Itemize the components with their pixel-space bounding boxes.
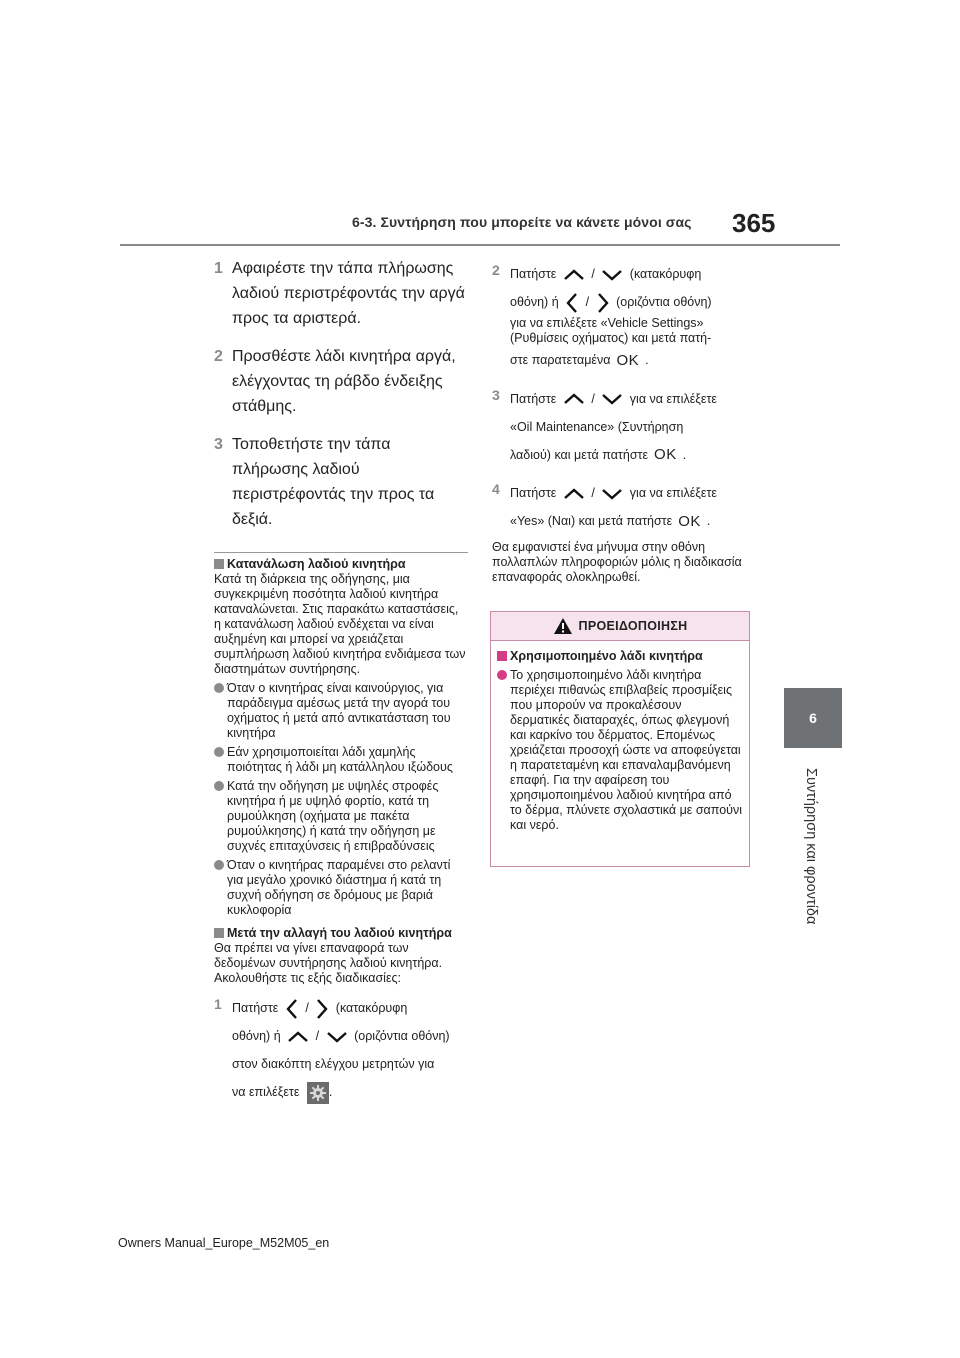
bullet-text: Όταν ο κινητήρας είναι καινούργιος, για παράδειγμα αμέσως μετά την αγορά του οχήματος ή μετά από αντικατάσταση του κινητήρα	[227, 681, 451, 740]
slash-text: /	[591, 267, 595, 281]
step-text: «Yes» (Ναι) και μετά πατήστε	[510, 514, 673, 529]
step-text: Αφαιρέστε την τάπα πλήρωσης λαδιού περιστρέφοντάς την αργά προς τα αριστερά.	[232, 260, 465, 327]
ok-button-icon: OK	[654, 446, 677, 464]
step-number: 2	[492, 262, 500, 278]
step-number: 1	[214, 260, 223, 277]
heading-text: Μετά την αλλαγή του λαδιού κινητήρα	[227, 926, 452, 940]
slash-text: /	[315, 1029, 320, 1043]
step-item	[214, 432, 468, 532]
step-text: (κατακόρυφη	[335, 1001, 408, 1015]
warning-header	[491, 612, 749, 641]
step-text: Πατήστε	[510, 267, 557, 281]
round-bullet-icon	[214, 683, 224, 693]
slash-text: /	[591, 486, 595, 501]
step-line	[232, 994, 468, 1022]
step-text: στε παρατεταμένα	[510, 353, 611, 367]
consumption-intro: Κατά τη διάρκεια της οδήγησης, μια συγκεκριμένη ποσότητα λαδιού κινητήρα καταναλώνεται. Στις παρακάτω καταστάσεις, η κατανάλωση λαδιού ενδέχεται να είναι αυξημένη και μπορεί να χρειάζεται συμπλήρωση λαδιού κινητήρα ενδιάμεσα των διαστημάτων συντήρησης.	[214, 572, 466, 676]
consumption-heading	[214, 557, 468, 572]
step-item	[214, 256, 468, 331]
step-text: Προσθέστε λάδι κινητήρα αργά, ελέγχοντας τη ράβδο ένδειξης στάθμης.	[232, 348, 456, 415]
step-number: 4	[492, 481, 500, 498]
step-text: «Oil Maintenance» (Συντήρηση	[510, 419, 684, 434]
chapter-number: 6	[809, 710, 817, 726]
step-text: Τοποθετήστε την τάπα πλήρωσης λαδιού περιστρέφοντάς την προς τα δεξιά.	[232, 436, 435, 528]
warning-body	[491, 641, 749, 833]
step-line	[510, 260, 754, 288]
slash-text: /	[305, 1001, 309, 1015]
chevron-up-icon	[563, 268, 585, 282]
after-change-heading	[214, 926, 468, 941]
chevron-down-icon	[326, 1030, 348, 1044]
step-line	[510, 441, 754, 470]
bullet-text: Όταν ο κινητήρας παραμένει στο ρελαντί για μεγάλο χρονικό διάστημα ή κατά τη συχνή οδήγηση σε δρόμους με βαριά κυκλοφορία	[227, 858, 451, 917]
ok-button-icon: OK	[616, 351, 640, 369]
round-bullet-icon	[214, 747, 224, 757]
step-line	[510, 346, 754, 375]
step-text: Πατήστε	[510, 391, 557, 406]
list-item	[214, 779, 468, 854]
step-line	[232, 1022, 468, 1050]
heading-text: Κατανάλωση λαδιού κινητήρα	[227, 557, 406, 571]
right-column	[492, 260, 754, 585]
step-text: λαδιού) και μετά πατήστε	[510, 447, 649, 462]
page-number: 365	[732, 208, 776, 238]
warning-title: ΠΡΟΕΙΔΟΠΟΙΗΣΗ	[578, 619, 688, 633]
step-item	[214, 344, 468, 419]
step-text: (κατακόρυφη	[629, 267, 702, 281]
step-line	[510, 288, 754, 316]
step-text: να επιλέξετε	[232, 1085, 300, 1099]
step-number: 1	[214, 996, 222, 1012]
bullet-text: Εάν χρησιμοποιείται λάδι χαμηλής ποιότητας ή λάδι μη κατάλληλου ιξώδους	[227, 745, 453, 774]
step-line	[232, 1050, 468, 1078]
footer-doc-id: Owners Manual_Europe_M52M05_en	[118, 1236, 330, 1250]
step-text: Πατήστε	[232, 1001, 279, 1015]
warning-triangle-icon	[553, 617, 573, 635]
reset-step-3	[492, 385, 754, 470]
period-text: .	[682, 447, 687, 462]
step-number: 2	[214, 348, 223, 365]
after-change-intro: Θα πρέπει να γίνει επαναφορά των δεδομένων συντήρησης λαδιού κινητήρα. Ακολουθήστε τις εξής διαδικασίες:	[214, 941, 443, 985]
chapter-tab	[784, 688, 842, 748]
chapter-label: Συντήρηση και φροντίδα	[803, 768, 819, 925]
round-bullet-icon	[214, 860, 224, 870]
slash-text: /	[591, 391, 595, 406]
chevron-right-icon	[315, 998, 329, 1020]
warning-heading	[497, 649, 743, 664]
step-line	[510, 507, 754, 536]
chevron-down-icon	[601, 487, 623, 501]
chevron-left-icon	[565, 292, 579, 314]
settings-gear-icon	[307, 1082, 329, 1104]
bullet-text: Κατά την οδήγηση με υψηλές στροφές κινητήρα ή με υψηλό φορτίο, κατά τη ρυμούλκηση (οχήματα με πακέτα ρυμούλκησης) ή κατά την οδήγηση με συχνές επιταχύνσεις ή επιβραδύνσεις	[227, 779, 439, 853]
closing-note: Θα εμφανιστεί ένα μήνυμα στην οθόνη πολλαπλών πληροφοριών μόλις η διαδικασία επαναφοράς ολοκληρωθεί.	[492, 540, 742, 585]
step-line	[510, 413, 754, 441]
heading-text: Χρησιμοποιημένο λάδι κινητήρα	[510, 649, 703, 663]
list-item	[214, 681, 468, 741]
chevron-down-icon	[601, 268, 623, 282]
square-bullet-icon	[497, 651, 507, 661]
chevron-up-icon	[563, 487, 585, 501]
period-text: .	[706, 514, 711, 529]
square-bullet-icon	[214, 559, 224, 569]
warning-item	[497, 668, 743, 833]
period-text: .	[645, 353, 649, 367]
bullet-text: Το χρησιμοποιημένο λάδι κινητήρα περιέχει πιθανώς επιβλαβείς προσμίξεις που μπορούν να προκαλέσουν δερματικές διαταραχές, όπως φλεγμονή και καρκίνο του δέρματος. Επομένως χρειάζεται προσοχή ώστε να αποφεύγεται η παρατεταμένη και επαναλαμβανόμενη επαφή. Για την αφαίρεση του χρησιμοποιημένου λαδιού κινητήρα από το δέρμα, πλύνετε σχολαστικά με σαπούνι και νερό.	[510, 668, 743, 832]
step-line	[510, 479, 754, 507]
period-text: .	[328, 1085, 333, 1099]
reset-step-1	[214, 994, 468, 1106]
list-item	[214, 745, 468, 775]
section-title: 6-3. Συντήρηση που μπορείτε να κάνετε μόνοι σας	[352, 214, 692, 230]
step-text: (οριζόντια οθόνη)	[354, 1029, 450, 1043]
list-item	[214, 858, 468, 918]
chevron-up-icon	[563, 392, 585, 406]
reset-step-2	[492, 260, 754, 375]
step-number: 3	[214, 436, 223, 453]
step-text: για να επιλέξετε	[629, 391, 717, 406]
header-divider	[120, 244, 840, 246]
step-text: οθόνη) ή	[232, 1029, 281, 1043]
slash-text: /	[585, 295, 590, 309]
step-number: 3	[492, 386, 500, 403]
chevron-left-icon	[285, 998, 299, 1020]
step-text: οθόνη) ή	[510, 295, 559, 309]
ok-button-icon: OK	[678, 513, 701, 531]
step-line	[232, 1078, 468, 1106]
round-bullet-icon	[214, 781, 224, 791]
chevron-down-icon	[601, 392, 623, 406]
chevron-right-icon	[596, 292, 610, 314]
step-line: για να επιλέξετε «Vehicle Settings» (Ρυθμίσεις οχήματος) και μετά πατή-	[510, 316, 712, 345]
step-text: Πατήστε	[510, 486, 557, 501]
step-text: (οριζόντια οθόνη)	[616, 295, 712, 309]
step-line	[510, 385, 754, 413]
round-bullet-icon	[497, 670, 507, 680]
reset-step-4	[492, 479, 754, 536]
step-text: για να επιλέξετε	[629, 486, 717, 501]
square-bullet-icon	[214, 928, 224, 938]
warning-box	[490, 611, 750, 867]
left-column	[214, 256, 468, 1106]
step-text: στον διακόπτη ελέγχου μετρητών για	[232, 1057, 435, 1071]
section-divider	[214, 552, 468, 553]
chevron-up-icon	[287, 1030, 309, 1044]
